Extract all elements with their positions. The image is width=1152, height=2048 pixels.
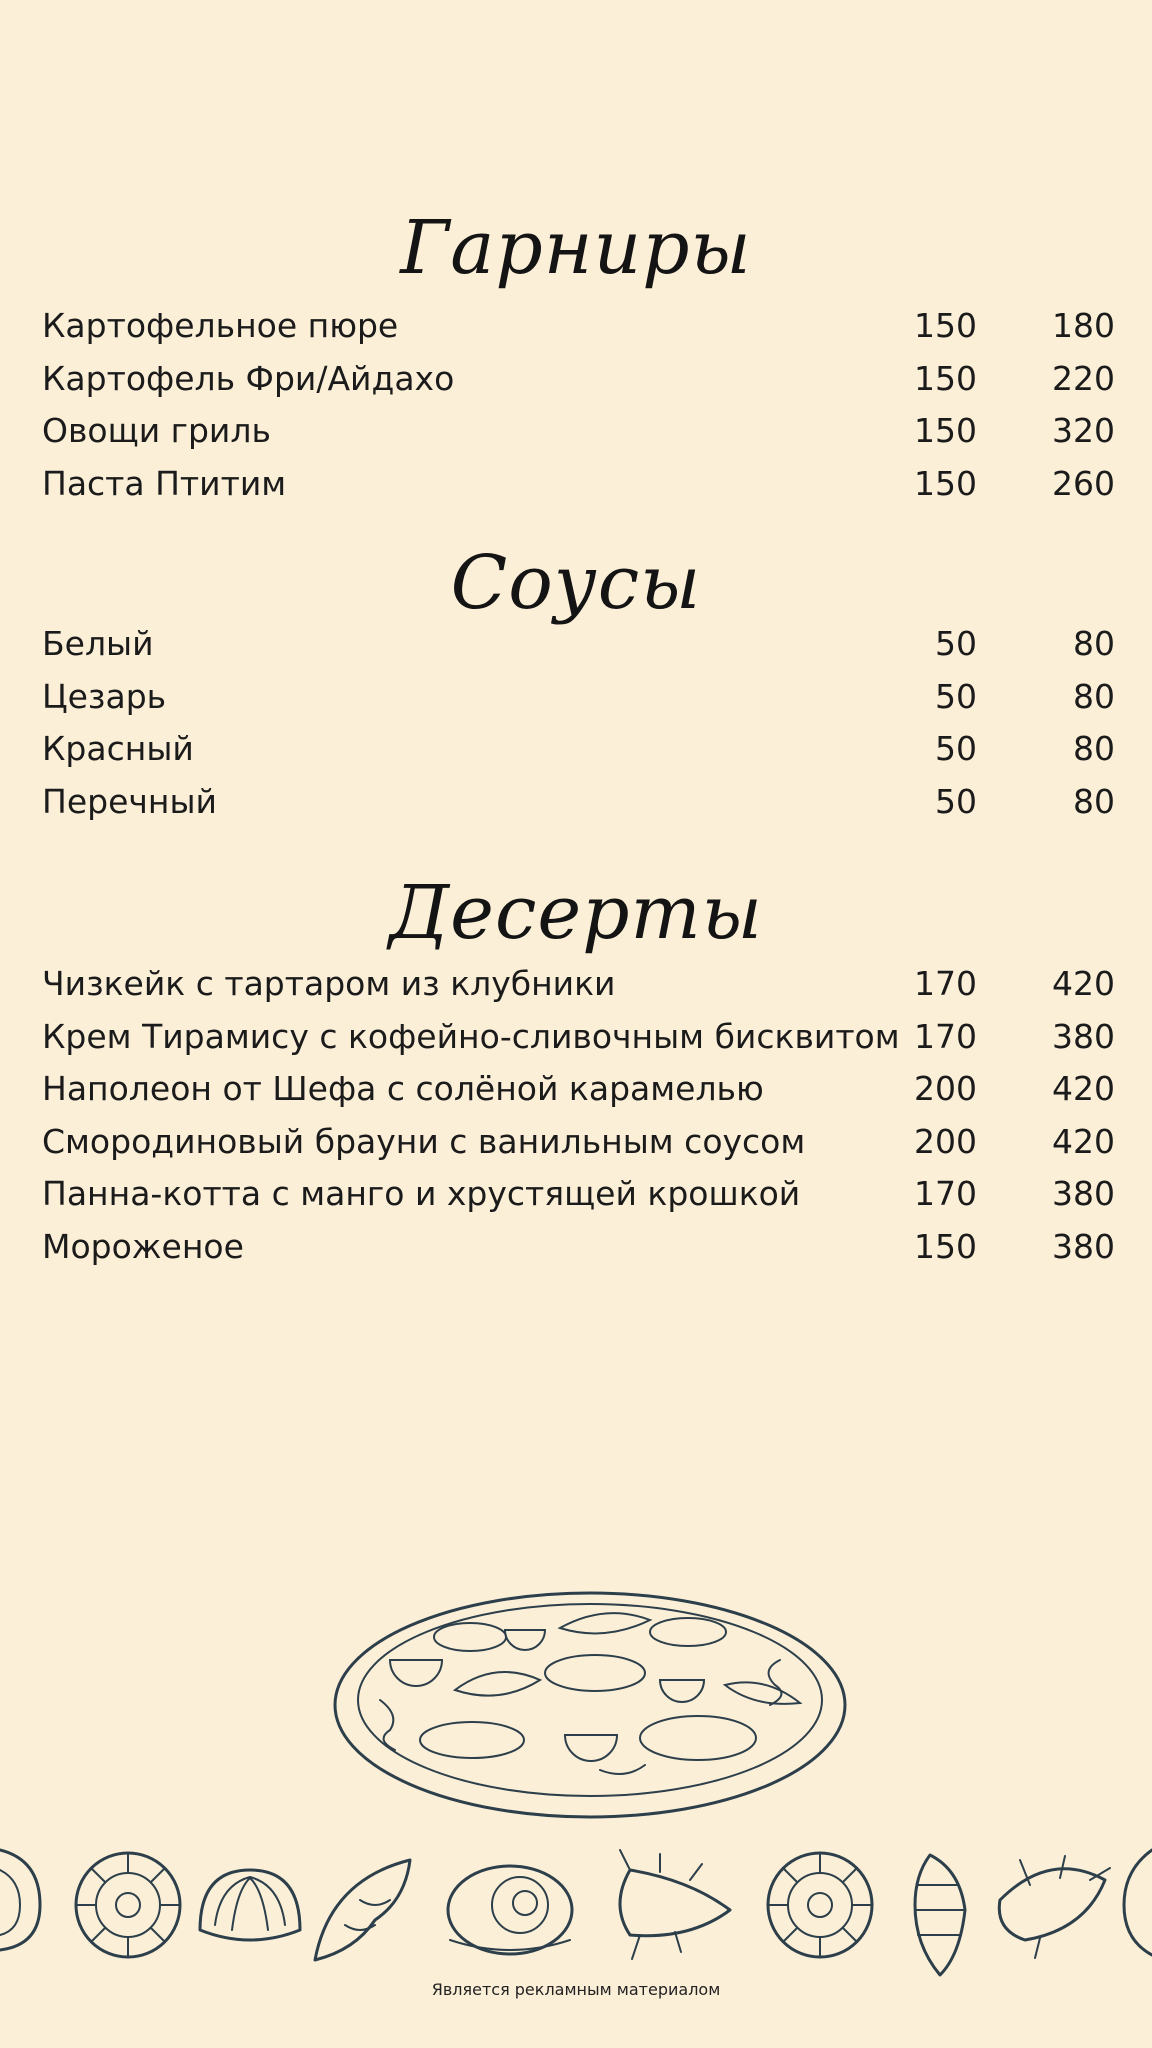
item-name: Наполеон от Шефа с солёной карамелью	[42, 1069, 764, 1108]
advertising-note: Является рекламным материалом	[431, 1980, 721, 1999]
item-price: 260	[1052, 463, 1115, 503]
seashell-border	[0, 1850, 1152, 1975]
item-name: Паста Птитим	[42, 463, 287, 503]
snail-shell-icon	[448, 1866, 572, 1954]
item-name: Перечный	[42, 781, 217, 821]
item-weight: 200	[914, 1121, 977, 1161]
item-name: Белый	[42, 624, 154, 663]
item-weight: 150	[914, 306, 977, 345]
item-weight: 150	[914, 411, 977, 450]
item-weight: 50	[935, 781, 977, 821]
item-price: 180	[1052, 306, 1115, 345]
item-weight: 50	[935, 676, 977, 716]
item-price: 80	[1073, 624, 1115, 663]
item-weight: 150	[914, 358, 977, 398]
item-weight: 170	[914, 1174, 977, 1213]
conch-icon	[315, 1860, 410, 1960]
item-name: Чизкейк с тартаром из клубники	[42, 964, 616, 1003]
spiral-shell-icon	[915, 1855, 965, 1975]
item-weight: 200	[914, 1069, 977, 1108]
item-price: 80	[1073, 781, 1115, 821]
item-name: Цезарь	[42, 676, 167, 716]
ammonite-icon	[76, 1853, 180, 1957]
item-price: 380	[1052, 1174, 1115, 1213]
scallop-icon	[200, 1870, 300, 1940]
item-price: 420	[1052, 1121, 1115, 1161]
seashell-icon	[0, 1850, 40, 1950]
section-title-sauces: Соусы	[450, 540, 702, 626]
item-price: 380	[1052, 1226, 1115, 1266]
item-name: Картофельное пюре	[42, 306, 399, 345]
item-price: 420	[1052, 1069, 1115, 1108]
item-price: 420	[1052, 964, 1115, 1003]
item-name: Панна-котта с манго и хрустящей крошкой	[42, 1174, 801, 1213]
item-price: 80	[1073, 676, 1115, 716]
item-weight: 50	[935, 624, 977, 663]
item-name: Смородиновый брауни с ванильным соусом	[42, 1121, 806, 1161]
murex-icon	[620, 1850, 730, 1959]
item-price: 320	[1052, 411, 1115, 450]
section-title-desserts: Десерты	[388, 870, 763, 956]
ammonite-icon	[768, 1853, 872, 1957]
item-price: 80	[1073, 729, 1115, 768]
item-weight: 170	[914, 964, 977, 1003]
item-name: Мороженое	[42, 1226, 244, 1266]
item-name: Картофель Фри/Айдахо	[42, 358, 455, 398]
murex-icon	[999, 1856, 1110, 1958]
section-title-garnishes: Гарниры	[400, 205, 752, 291]
item-name: Крем Тирамису с кофейно-сливочным бисквитом	[42, 1016, 900, 1056]
item-weight: 170	[914, 1016, 977, 1056]
item-weight: 50	[935, 729, 977, 768]
item-weight: 150	[914, 1226, 977, 1266]
item-price: 220	[1052, 358, 1115, 398]
item-price: 380	[1052, 1016, 1115, 1056]
pizza-icon	[335, 1593, 845, 1817]
seashell-icon	[1124, 1850, 1152, 1955]
item-name: Красный	[42, 729, 194, 768]
item-weight: 150	[914, 463, 977, 503]
item-name: Овощи гриль	[42, 411, 271, 450]
